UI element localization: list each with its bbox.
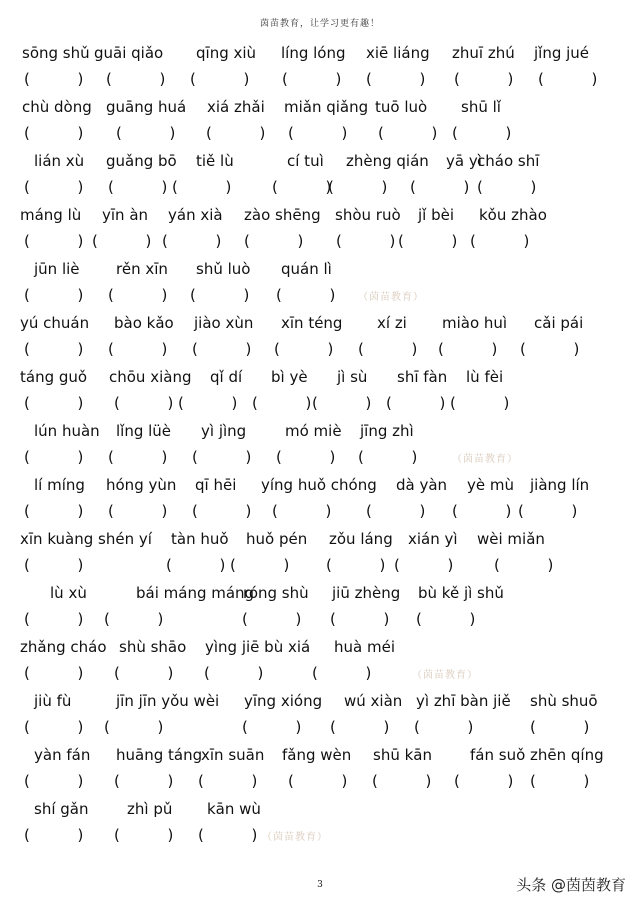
pinyin-word: yīng xióng [244,692,323,710]
pinyin-word: quán lì [281,260,332,278]
answer-blank[interactable]: ( ) [24,664,84,682]
answer-blank[interactable]: ( ) [410,178,470,196]
answer-blank[interactable]: ( ) [24,178,84,196]
answer-blank[interactable]: ( ) [288,772,348,790]
pinyin-word: tàn huǒ [171,530,229,548]
pinyin-word: yā yì [446,152,482,170]
exercise-rows [0,44,640,854]
answer-blank[interactable]: ( ) [162,232,222,250]
pinyin-word: xí zi [377,314,407,332]
watermark-text: （茵苗教育） [452,454,518,465]
answer-blank[interactable]: ( ) [24,232,84,250]
pinyin-word: kān wù [207,800,261,818]
pinyin-word: guāi qiǎo [94,44,164,62]
answer-blank[interactable]: ( ) [312,394,372,412]
pinyin-word: dà yàn [396,476,448,494]
pinyin-word: guāng huá [106,98,187,116]
pinyin-word: cí tuì [287,152,324,170]
answer-blank[interactable]: ( ) [378,124,438,142]
pinyin-word: bù kě jì shǔ [418,584,504,602]
answer-blank[interactable]: ( ) [242,610,302,628]
answer-blank[interactable]: ( ) [282,70,342,88]
answer-blank[interactable]: ( ) [386,394,446,412]
answer-blank-line [0,718,640,742]
pinyin-word: zhǎng cháo [20,638,107,656]
answer-blank[interactable]: ( ) [336,232,396,250]
answer-blank[interactable]: ( ) [204,664,264,682]
answer-blank-line [0,664,640,688]
answer-blank[interactable]: ( ) [166,556,226,574]
exercise-row [0,314,640,368]
pinyin-word: guǎng bō [106,152,177,170]
watermark-text: （茵苗教育） [358,292,424,303]
answer-blank[interactable]: ( ) [416,610,476,628]
answer-blank[interactable]: ( ) [24,556,84,574]
answer-blank[interactable]: ( ) [312,664,372,682]
pinyin-word: xiá zhǎi [207,98,265,116]
pinyin-word: yán xià [168,206,223,224]
answer-blank[interactable]: ( ) [190,286,250,304]
exercise-row [0,206,640,260]
pinyin-word: wú xiàn [344,692,403,710]
pinyin-word: miǎn qiǎng [284,98,369,116]
pinyin-word: táng guǒ [20,368,88,386]
answer-blank[interactable]: ( ) [108,340,168,358]
exercise-row [0,368,640,422]
answer-blank[interactable]: ( ) [192,448,252,466]
pinyin-word: fán suǒ [470,746,526,764]
answer-blank[interactable]: ( ) [252,394,312,412]
answer-blank[interactable]: ( ) [358,448,418,466]
pinyin-word: jiào xùn [194,314,254,332]
answer-blank-line [0,502,640,526]
pinyin-word: bào kǎo [114,314,174,332]
pinyin-word: wèi miǎn [477,530,545,548]
answer-blank[interactable]: ( ) [192,502,252,520]
answer-blank[interactable]: ( ) [450,394,510,412]
pinyin-line [0,260,640,284]
answer-blank[interactable]: ( ) [366,502,426,520]
answer-blank[interactable]: ( ) [230,556,290,574]
answer-blank[interactable]: ( ) [206,124,266,142]
pinyin-line [0,152,640,176]
pinyin-word: qī hēi [195,476,237,494]
pinyin-word: rěn xīn [116,260,168,278]
answer-blank[interactable]: ( ) [108,286,168,304]
pinyin-word: xián yì [408,530,458,548]
exercise-row [0,44,640,98]
answer-blank-line [0,232,640,256]
answer-blank[interactable]: ( ) [330,718,390,736]
pinyin-word: líng lóng [281,44,346,62]
pinyin-word: zǒu láng [329,530,393,548]
pinyin-line [0,98,640,122]
pinyin-word: miào huì [442,314,508,332]
answer-blank[interactable]: ( ) [244,232,304,250]
answer-blank[interactable]: ( ) [414,718,474,736]
watermark-text: （茵苗教育） [262,832,328,843]
answer-blank-line [0,448,640,472]
answer-blank[interactable]: ( ) [538,70,598,88]
answer-blank[interactable]: ( ) [272,178,332,196]
pinyin-word: xīn téng [281,314,343,332]
pinyin-word: jīn jīn yǒu wèi [116,692,220,710]
answer-blank[interactable]: ( ) [114,394,174,412]
answer-blank[interactable]: ( ) [520,340,580,358]
pinyin-word: zhì pǔ [127,800,173,818]
pinyin-line [0,584,640,608]
answer-blank[interactable]: ( ) [494,556,554,574]
answer-blank[interactable]: ( ) [398,232,458,250]
answer-blank[interactable]: ( ) [104,718,164,736]
exercise-row [0,800,640,854]
pinyin-word: jiū zhèng [332,584,401,602]
answer-blank[interactable]: ( ) [24,70,84,88]
pinyin-word: jīng zhì [360,422,414,440]
pinyin-word: zào shēng [244,206,321,224]
pinyin-word: yú chuán [20,314,90,332]
pinyin-word: róng shù [243,584,309,602]
exercise-row [0,260,640,314]
pinyin-word: jūn liè [34,260,80,278]
answer-blank[interactable]: ( ) [24,448,84,466]
pinyin-word: shù shāo [119,638,187,656]
pinyin-word: yì jìng [201,422,247,440]
answer-blank[interactable]: ( ) [24,826,84,844]
pinyin-word: hóng yùn [106,476,177,494]
exercise-row [0,584,640,638]
answer-blank[interactable]: ( ) [366,70,426,88]
answer-blank-line [0,124,640,148]
pinyin-word: qīng xiù [196,44,257,62]
answer-blank[interactable]: ( ) [24,394,84,412]
pinyin-line [0,206,640,230]
pinyin-line [0,800,640,824]
pinyin-word: shòu ruò [335,206,401,224]
pinyin-word: yíng huǒ chóng [261,476,377,494]
pinyin-word: zhuī zhú [452,44,515,62]
pinyin-word: shū lǐ [461,98,501,116]
answer-blank[interactable]: ( ) [372,772,432,790]
pinyin-word: qǐ dí [210,368,243,386]
exercise-row [0,746,640,800]
answer-blank[interactable]: ( ) [198,772,258,790]
pinyin-word: fǎng wèn [282,746,352,764]
page-header: 茵苗教育，让学习更有趣！ [259,19,380,29]
pinyin-word: bì yè [271,368,308,386]
pinyin-word: yè mù [467,476,514,494]
answer-blank[interactable]: ( ) [326,556,386,574]
pinyin-line [0,638,640,662]
pinyin-word: xiē liáng [366,44,430,62]
answer-blank[interactable]: ( ) [452,502,512,520]
pinyin-word: cǎi pái [534,314,584,332]
answer-blank-line [0,70,640,94]
answer-blank[interactable]: ( ) [24,340,84,358]
answer-blank[interactable]: ( ) [276,286,336,304]
pinyin-word: jǐng jué [534,44,590,62]
answer-blank[interactable]: ( ) [288,124,348,142]
answer-blank[interactable]: ( ) [274,340,334,358]
answer-blank[interactable]: ( ) [24,610,84,628]
answer-blank[interactable]: ( ) [470,232,530,250]
answer-blank[interactable]: ( ) [530,772,590,790]
answer-blank[interactable]: ( ) [24,502,84,520]
pinyin-word: máng lù [20,206,82,224]
pinyin-word: bái máng máng [136,584,255,602]
pinyin-word: huǒ pén [246,530,308,548]
pinyin-word: yàn fán [34,746,91,764]
pinyin-word: yīn àn [102,206,149,224]
answer-blank[interactable]: ( ) [24,286,84,304]
answer-blank[interactable]: ( ) [116,124,176,142]
answer-blank[interactable]: ( ) [438,340,498,358]
credit-watermark: 头条 @茵茵教育 [516,876,626,894]
answer-blank-line [0,556,640,580]
pinyin-word: jì sù [337,368,368,386]
pinyin-word: yì zhī bàn jiě [416,692,511,710]
answer-blank[interactable]: ( ) [530,718,590,736]
answer-blank[interactable]: ( ) [108,178,168,196]
answer-blank[interactable]: ( ) [198,826,258,844]
answer-blank[interactable]: ( ) [477,178,537,196]
answer-blank-line [0,178,640,202]
answer-blank[interactable]: ( ) [106,70,166,88]
answer-blank-line [0,772,640,796]
pinyin-word: xīn suān [201,746,265,764]
pinyin-word: zhèng qián [346,152,429,170]
pinyin-word: shū kān [373,746,432,764]
pinyin-line [0,314,640,338]
pinyin-word: jǐ bèi [418,206,455,224]
pinyin-word: huāng táng [116,746,203,764]
pinyin-word: cháo shī [477,152,540,170]
answer-blank[interactable]: ( ) [114,826,174,844]
answer-blank[interactable]: ( ) [172,178,232,196]
pinyin-word: huà méi [334,638,395,656]
pinyin-line [0,44,640,68]
pinyin-line [0,476,640,500]
answer-blank[interactable]: ( ) [454,70,514,88]
answer-blank[interactable]: ( ) [114,664,174,682]
answer-blank[interactable]: ( ) [394,556,454,574]
pinyin-word: chōu xiàng [109,368,192,386]
exercise-row [0,530,640,584]
answer-blank[interactable]: ( ) [518,502,578,520]
answer-blank[interactable]: ( ) [114,772,174,790]
pinyin-word: lún huàn [34,422,100,440]
answer-blank-line [0,340,640,364]
pinyin-word: shǔ luò [196,260,251,278]
answer-blank[interactable]: ( ) [190,70,250,88]
pinyin-line [0,368,640,392]
pinyin-word: zhēn qíng [530,746,604,764]
answer-blank[interactable]: ( ) [24,772,84,790]
pinyin-word: shù shuō [530,692,598,710]
pinyin-word: tiě lù [196,152,234,170]
answer-blank[interactable]: ( ) [104,610,164,628]
exercise-row [0,638,640,692]
answer-blank[interactable]: ( ) [452,124,512,142]
exercise-row [0,152,640,206]
pinyin-word: lián xù [34,152,85,170]
pinyin-word: yìng jiē bù xiá [205,638,311,656]
pinyin-word: lí míng [34,476,85,494]
answer-blank[interactable]: ( ) [192,340,252,358]
answer-blank[interactable]: ( ) [24,718,84,736]
watermark-text: （茵苗教育） [412,670,478,681]
exercise-row [0,98,640,152]
page-number: 3 [317,880,323,890]
answer-blank[interactable]: ( ) [178,394,238,412]
pinyin-word: tuō luò [375,98,428,116]
exercise-row [0,422,640,476]
pinyin-word: kǒu zhào [479,206,547,224]
answer-blank[interactable]: ( ) [108,502,168,520]
answer-blank[interactable]: ( ) [242,718,302,736]
answer-blank[interactable]: ( ) [92,232,152,250]
answer-blank[interactable]: ( ) [272,502,332,520]
answer-blank-line [0,286,640,310]
pinyin-word: chù dòng [22,98,92,116]
exercise-row [0,476,640,530]
answer-blank[interactable]: ( ) [328,178,388,196]
answer-blank[interactable]: ( ) [24,124,84,142]
answer-blank[interactable]: ( ) [358,340,418,358]
pinyin-line [0,530,640,554]
pinyin-line [0,746,640,770]
answer-blank[interactable]: ( ) [276,448,336,466]
pinyin-word: sōng shǔ [22,44,90,62]
answer-blank[interactable]: ( ) [108,448,168,466]
pinyin-word: shī fàn [397,368,448,386]
pinyin-word: lù fèi [466,368,504,386]
answer-blank[interactable]: ( ) [454,772,514,790]
answer-blank[interactable]: ( ) [330,610,390,628]
pinyin-line [0,692,640,716]
answer-blank-line [0,610,640,634]
pinyin-word: xīn kuàng shén yí [20,530,152,548]
pinyin-word: mó miè [285,422,342,440]
pinyin-word: jiù fù [34,692,72,710]
pinyin-word: jiàng lín [530,476,590,494]
pinyin-word: shí gǎn [34,800,89,818]
pinyin-word: lù xù [50,584,87,602]
pinyin-line [0,422,640,446]
exercise-row [0,692,640,746]
answer-blank-line [0,394,640,418]
pinyin-word: lǐng lüè [116,422,172,440]
